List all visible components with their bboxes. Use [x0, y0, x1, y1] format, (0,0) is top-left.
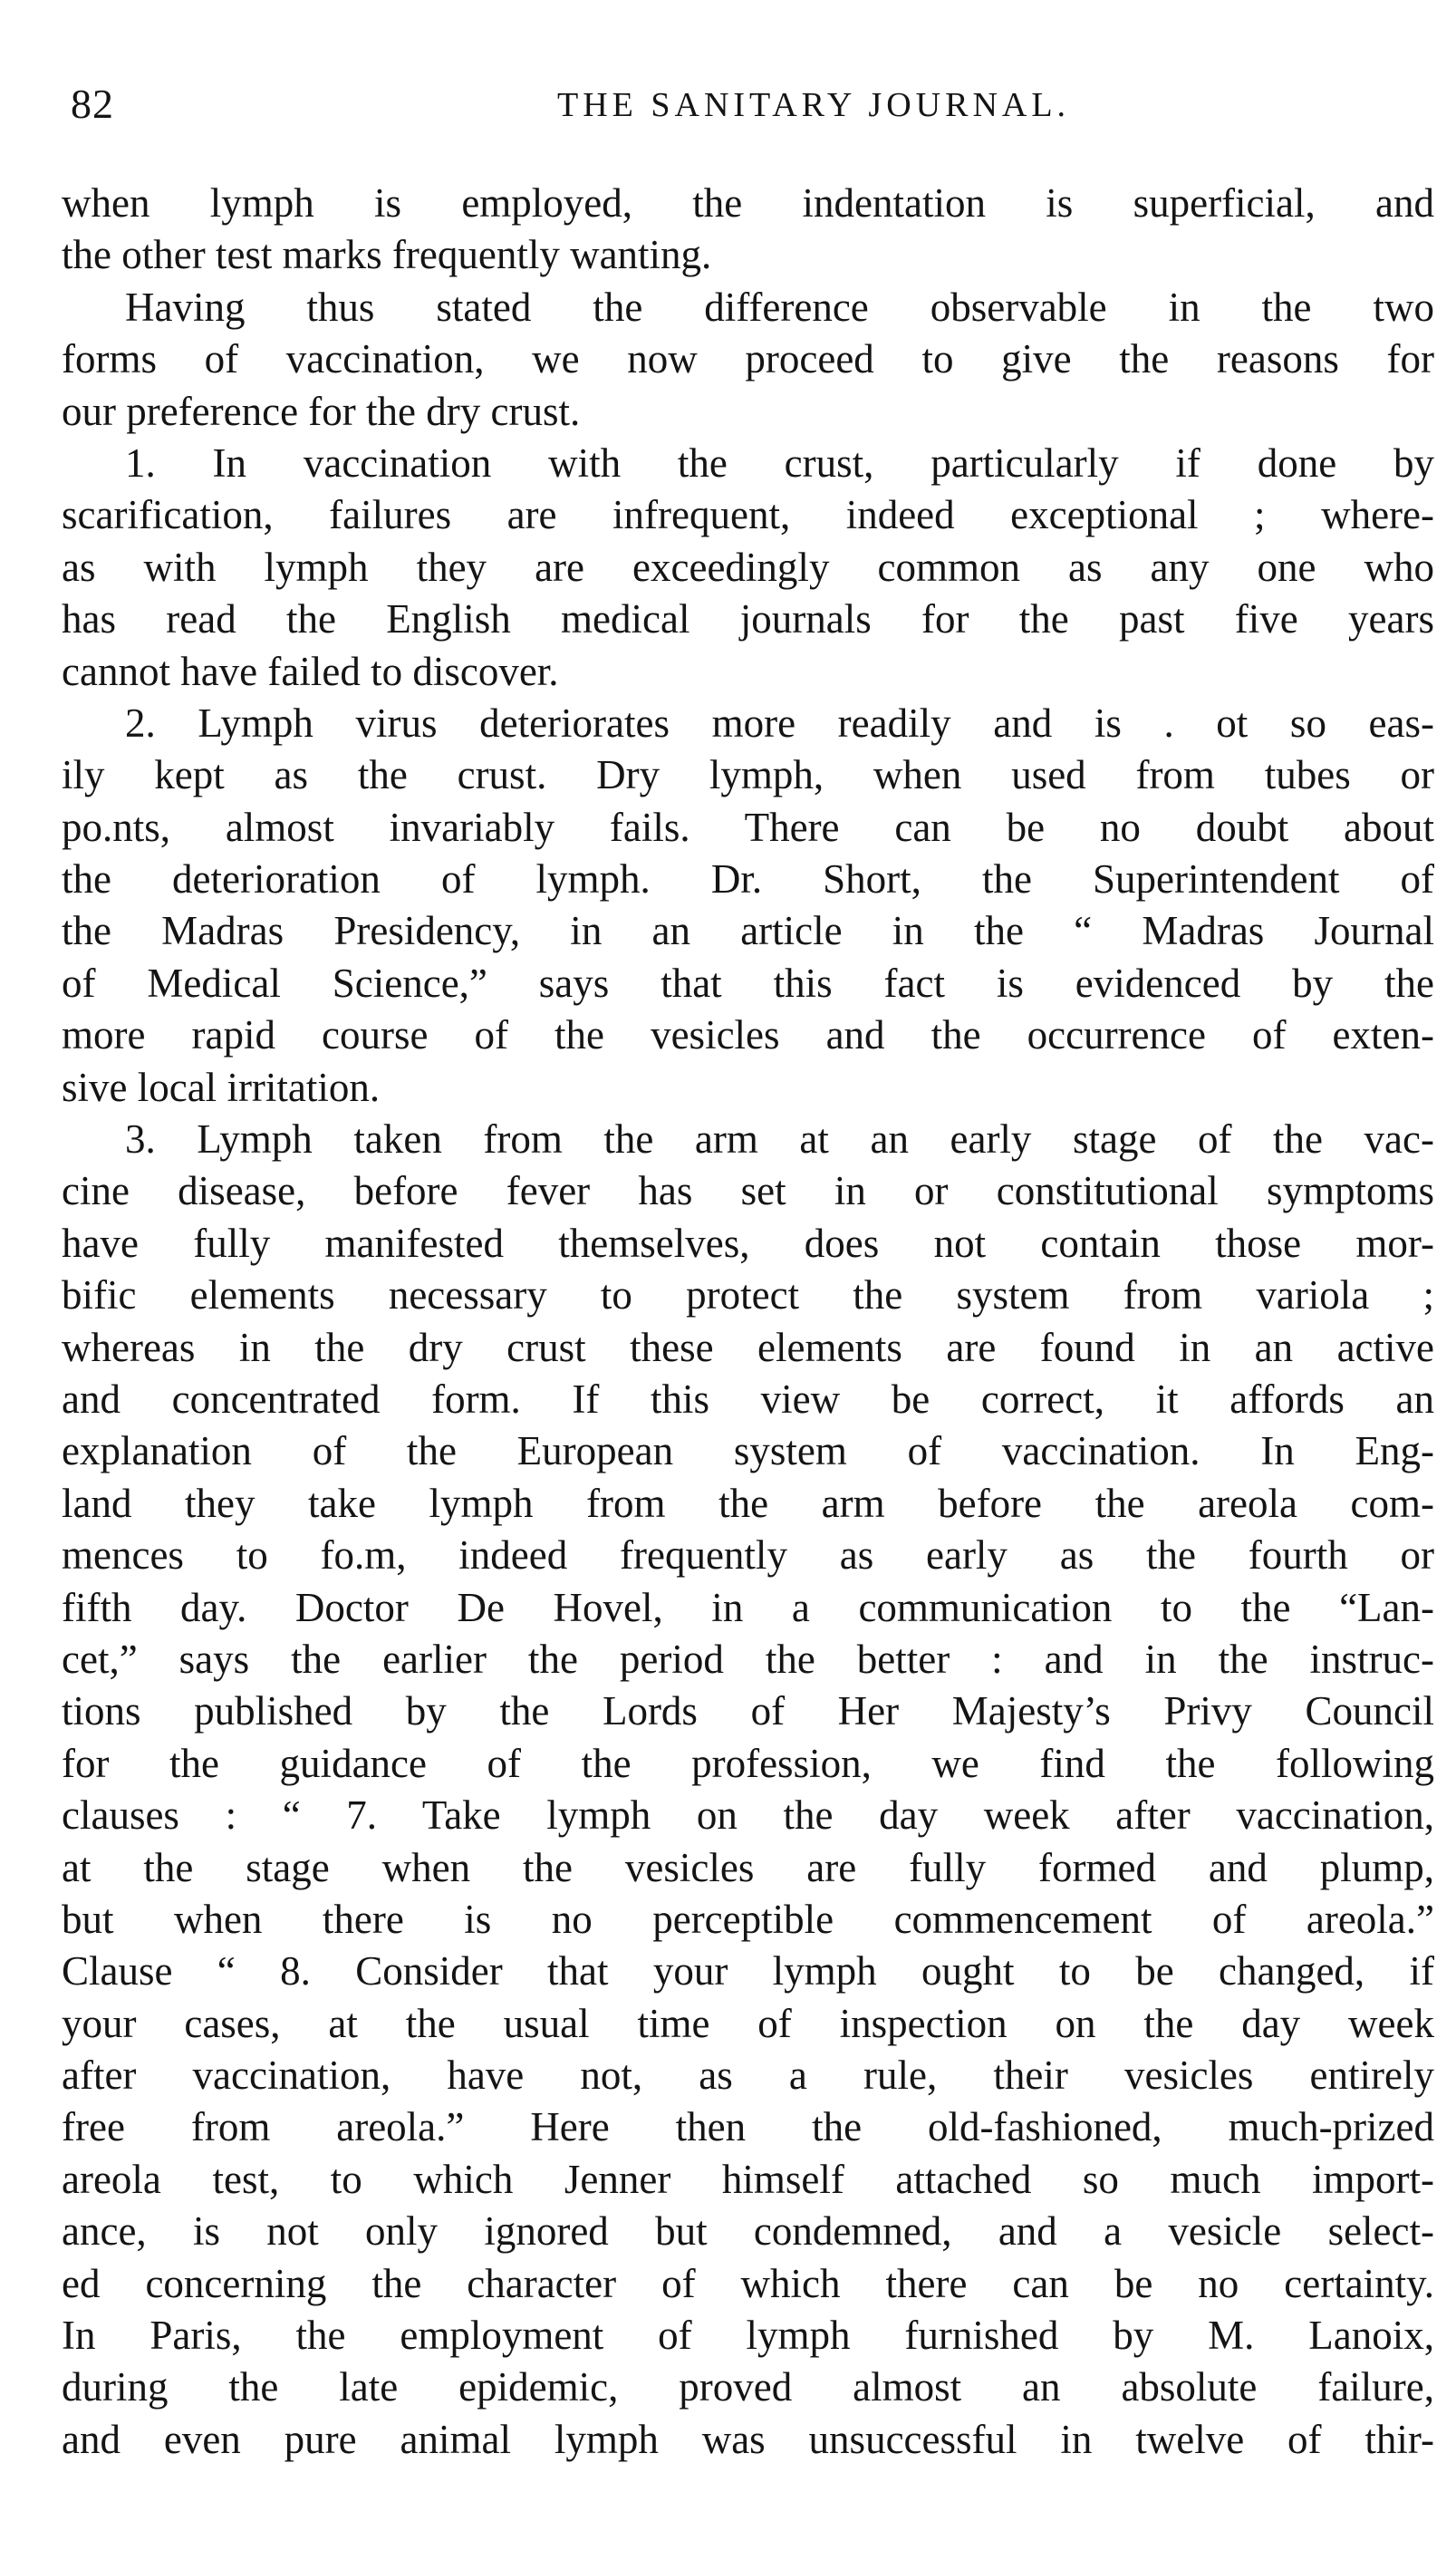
text-line: the Madras Presidency, in an article in the “ Madras Journal — [62, 908, 1434, 954]
text-line: cine disease, before fever has set in or constitutional symptoms — [62, 1168, 1434, 1214]
text-line: for the guidance of the profession, we find the following — [62, 1740, 1434, 1786]
text-line: sive local irritation. — [62, 1064, 381, 1110]
text-line: when lymph is employed, the indentation is superficial, and — [62, 180, 1434, 226]
text-line: areola test, to which Jenner himself attached so much import- — [62, 2156, 1434, 2202]
text-line: whereas in the dry crust these elements are found in an active — [62, 1324, 1434, 1370]
text-line: 3. Lymph taken from the arm at an early stage of the vac- — [125, 1116, 1434, 1163]
text-line: land they take lymph from the arm before the areola com- — [62, 1480, 1434, 1526]
text-line: of Medical Science,” says that this fact is evidenced by the — [62, 960, 1434, 1006]
text-line: In Paris, the employment of lymph furnished by M. Lanoix, — [62, 2313, 1434, 2359]
text-line: has read the English medical journals for the past five years — [62, 596, 1434, 642]
page-number: 82 — [71, 81, 114, 127]
text-line: cet,” says the earlier the period the better : and in the instruc- — [62, 1636, 1434, 1682]
text-line: have fully manifested themselves, does not contain those mor- — [62, 1220, 1434, 1266]
text-line: and concentrated form. If this view be correct, it affords an — [62, 1376, 1434, 1422]
text-line: at the stage when the vesicles are fully formed and plump, — [62, 1844, 1434, 1890]
text-line: explanation of the European system of vaccination. In Eng- — [62, 1428, 1434, 1474]
text-line: ance, is not only ignored but condemned, and a vesicle select- — [62, 2208, 1434, 2255]
text-line: after vaccination, have not, as a rule, their vesicles entirely — [62, 2053, 1434, 2099]
text-line: mences to fo.m, indeed frequently as early as the fourth or — [62, 1532, 1434, 1579]
text-line: po.nts, almost invariably fails. There can be no doubt about — [62, 804, 1434, 850]
text-line: scarification, failures are infrequent, indeed exceptional ; where- — [62, 492, 1434, 538]
text-line: and even pure animal lymph was unsuccessful in twelve of thir- — [62, 2416, 1434, 2462]
text-line: bific elements necessary to protect the system from variola ; — [62, 1272, 1434, 1318]
running-head — [63, 80, 1456, 134]
text-line: cannot have failed to discover. — [62, 648, 559, 694]
text-line: 1. In vaccination with the crust, particularly if done by — [125, 439, 1434, 486]
text-line: more rapid course of the vesicles and the occurrence of exten- — [62, 1012, 1434, 1058]
text-line: forms of vaccination, we now proceed to give the reasons for — [62, 336, 1434, 382]
text-line: Clause “ 8. Consider that your lymph ought to be changed, if — [62, 1948, 1434, 1995]
text-line: but when there is no perceptible commencement of areola.” — [62, 1896, 1434, 1942]
text-line: free from areola.” Here then the old-fashioned, much-prized — [62, 2104, 1434, 2150]
text-line: fifth day. Doctor De Hovel, in a communication to the “Lan- — [62, 1584, 1434, 1630]
text-line: the deterioration of lymph. Dr. Short, the Superintendent of — [62, 856, 1434, 903]
text-line: the other test marks frequently wanting. — [62, 232, 712, 278]
body-text — [62, 178, 1434, 2466]
journal-title: THE SANITARY JOURNAL. — [557, 86, 1071, 124]
text-line: during the late epidemic, proved almost an absolute failure, — [62, 2364, 1434, 2410]
text-line: as with lymph they are exceedingly common as any one who — [62, 544, 1434, 590]
text-line: clauses : “ 7. Take lymph on the day week after vaccination, — [62, 1792, 1434, 1839]
text-line: tions published by the Lords of Her Majesty’s Privy Council — [62, 1688, 1434, 1734]
text-line: ed concerning the character of which there can be no certainty. — [62, 2260, 1434, 2306]
text-line: Having thus stated the difference observable in the two — [125, 284, 1434, 330]
text-line: our preference for the dry crust. — [62, 388, 581, 434]
text-line: your cases, at the usual time of inspection on the day week — [62, 2000, 1434, 2046]
text-line: 2. Lymph virus deteriorates more readily and is . ot so eas- — [125, 700, 1434, 746]
text-line: ily kept as the crust. Dry lymph, when used from tubes or — [62, 752, 1434, 798]
